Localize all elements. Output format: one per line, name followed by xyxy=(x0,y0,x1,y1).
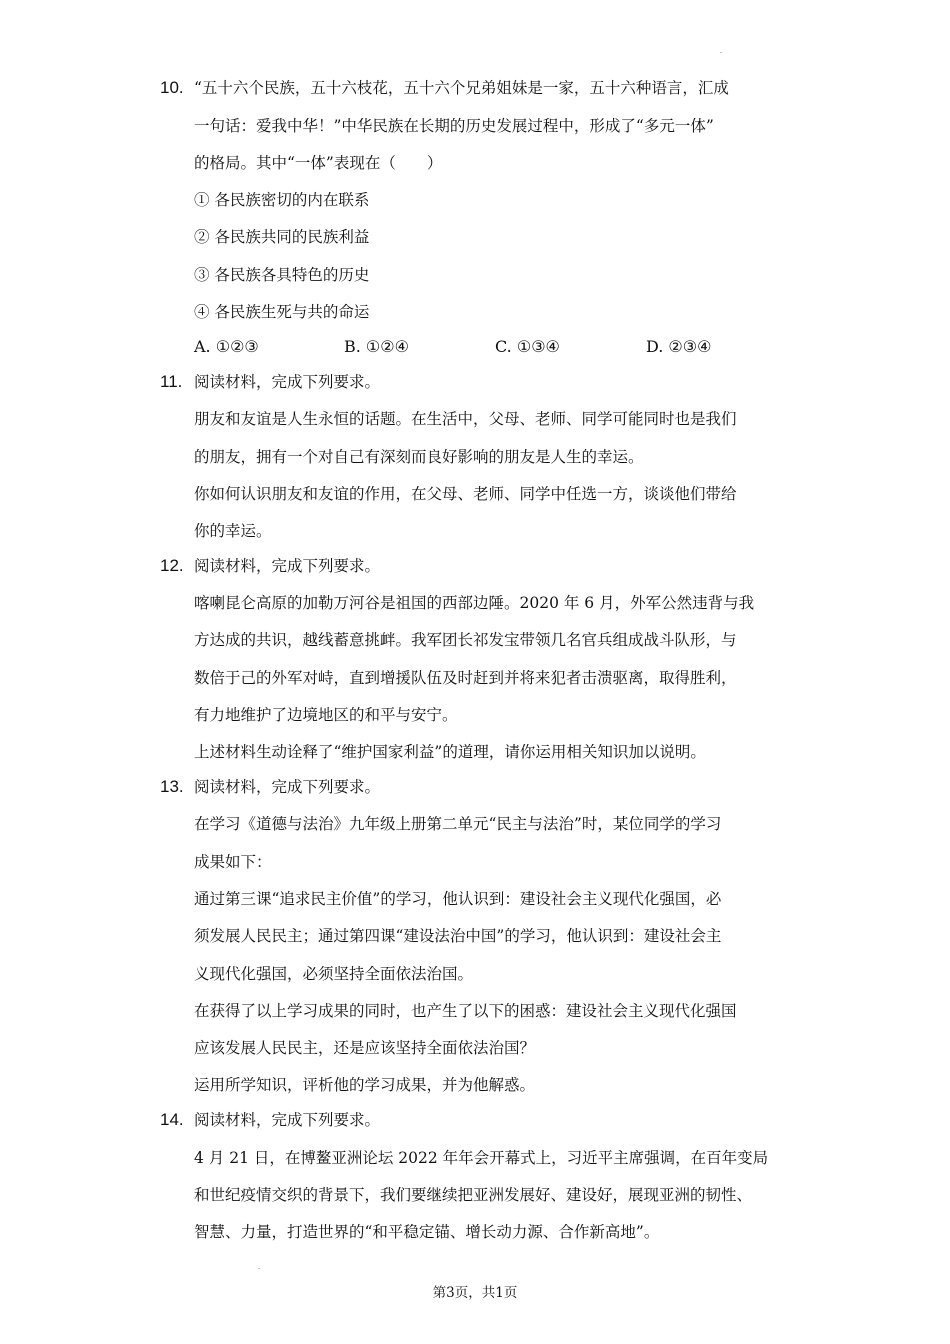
question-13-line: 阅读材料，完成下列要求。 xyxy=(194,778,381,796)
question-12-line: 有力地维护了边境地区的和平与安宁。 xyxy=(194,706,458,724)
question-10-statement: ① 各民族密切的内在联系 xyxy=(194,191,370,209)
question-13-line: 在学习《道德与法治》九年级上册第二单元“民主与法治”时，某位同学的学习 xyxy=(194,815,722,833)
scan-dot xyxy=(258,1268,260,1269)
question-13-line: 义现代化强国，必须坚持全面依法治国。 xyxy=(194,965,474,983)
question-11-line: 阅读材料，完成下列要求。 xyxy=(194,373,381,391)
scan-dot xyxy=(720,52,722,53)
question-13-line: 运用所学知识，评析他的学习成果，并为他解惑。 xyxy=(194,1076,536,1094)
question-12-number: 12. xyxy=(160,556,184,575)
question-12-line: 上述材料生动诠释了“维护国家利益”的道理，请你运用相关知识加以说明。 xyxy=(194,743,706,761)
option-c: C. ①③④ xyxy=(495,337,560,356)
question-13-line: 通过第三课“追求民主价值”的学习，他认识到：建设社会主义现代化强国，必 xyxy=(194,890,722,908)
question-10-line: “五十六个民族，五十六枝花，五十六个兄弟姐妹是一家，五十六种语言，汇成 xyxy=(194,79,729,97)
question-12-line: 阅读材料，完成下列要求。 xyxy=(194,557,381,575)
option-d: D. ②③④ xyxy=(646,337,712,356)
question-10-statement: ③ 各民族各具特色的历史 xyxy=(194,266,370,284)
question-12-line: 方达成的共识，越线蓄意挑衅。我军团长祁发宝带领几名官兵组成战斗队形，与 xyxy=(194,631,737,649)
question-11-line: 你如何认识朋友和友谊的作用，在父母、老师、同学中任选一方，谈谈他们带给 xyxy=(194,485,737,503)
question-12-line: 喀喇昆仑高原的加勒万河谷是祖国的西部边陲。2020 年 6 月，外军公然违背与我 xyxy=(194,594,755,612)
question-11-line: 你的幸运。 xyxy=(194,522,272,540)
question-10-line: 一句话：爱我中华！”中华民族在长期的历史发展过程中，形成了“多元一体” xyxy=(194,117,714,135)
question-10-statement: ② 各民族共同的民族利益 xyxy=(194,228,370,246)
question-12-line: 数倍于己的外军对峙，直到增援队伍及时赶到并将来犯者击溃驱离，取得胜利， xyxy=(194,669,737,687)
question-13-line: 在获得了以上学习成果的同时，也产生了以下的困惑：建设社会主义现代化强国 xyxy=(194,1002,737,1020)
question-13-number: 13. xyxy=(160,777,184,796)
question-14-line: 智慧、力量，打造世界的“和平稳定锚、增长动力源、合作新高地”。 xyxy=(194,1223,660,1241)
page-footer: 第3页，共1页 xyxy=(432,1285,518,1301)
question-14-number: 14. xyxy=(160,1110,184,1129)
question-14-line: 和世纪疫情交织的背景下，我们要继续把亚洲发展好、建设好，展现亚洲的韧性、 xyxy=(194,1186,753,1204)
question-10-line: 的格局。其中“一体”表现在（ ） xyxy=(194,154,443,172)
option-a: A. ①②③ xyxy=(194,337,259,356)
question-10-number: 10. xyxy=(160,78,184,97)
question-14-line: 阅读材料，完成下列要求。 xyxy=(194,1111,381,1129)
question-11-number: 11. xyxy=(160,372,183,391)
question-13-line: 应该发展人民民主，还是应该坚持全面依法治国？ xyxy=(194,1039,536,1057)
option-b: B. ①②④ xyxy=(344,337,409,356)
question-11-line: 朋友和友谊是人生永恒的话题。在生活中，父母、老师、同学可能同时也是我们 xyxy=(194,410,737,428)
question-10-statement: ④ 各民族生死与共的命运 xyxy=(194,303,370,321)
question-13-line: 须发展人民民主；通过第四课“建设法治中国”的学习，他认识到：建设社会主 xyxy=(194,927,722,945)
question-13-line: 成果如下： xyxy=(194,853,272,871)
question-11-line: 的朋友，拥有一个对自己有深刻而良好影响的朋友是人生的幸运。 xyxy=(194,448,644,466)
question-14-line: 4 月 21 日，在博鳌亚洲论坛 2022 年年会开幕式上，习近平主席强调，在百年变局 xyxy=(194,1149,769,1167)
